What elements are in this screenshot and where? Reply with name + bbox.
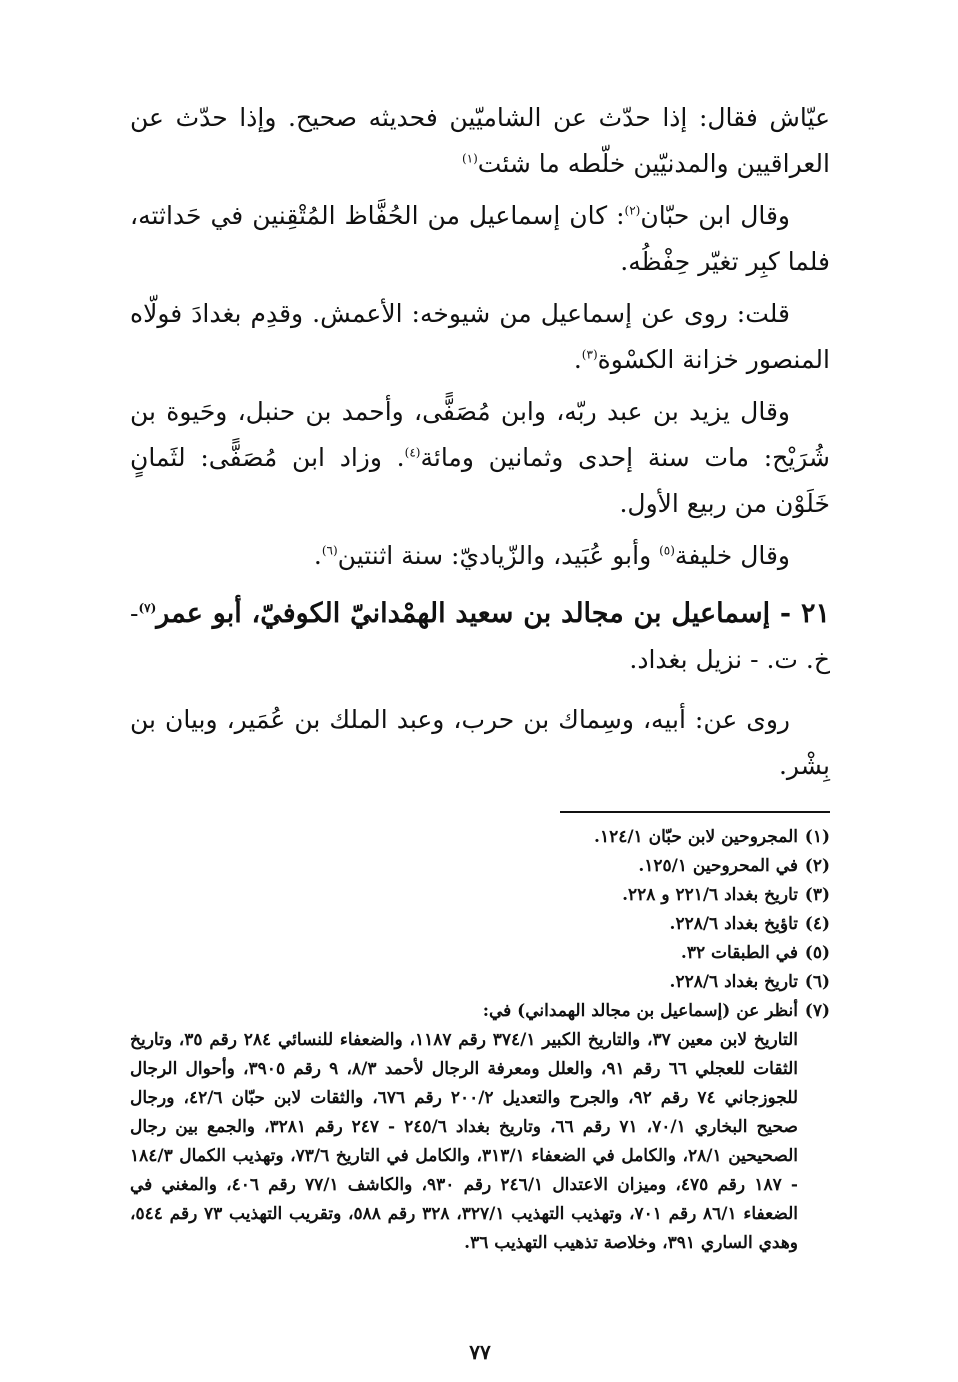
footnote-text: تاؤيخ بغداد ٢٢٨/٦. <box>669 914 798 934</box>
footnote-text: المجروحين لابن حبّان ١٢٤/١. <box>594 827 798 847</box>
narration-paragraph <box>130 697 830 789</box>
paragraph-text: روى عن: أبيه، وسِماك بن حرب، وعبد الملك بن عُمَير، وبيان بن بِشْر. <box>130 705 830 780</box>
footnote-item <box>130 997 830 1026</box>
book-page <box>130 95 830 1364</box>
paragraph-5 <box>130 533 830 579</box>
footnote-ref: (٢) <box>624 203 641 218</box>
main-text <box>130 95 830 789</box>
footnote-sources: التاريخ لابن معين ٣٧، والتاريخ الكبير ٣٧٤/١ رقم ١١٨٧، والضعفاء للنسائي ٢٨٤ رقم ٣٥، وتاريخ الثقات للعجلي ٦٦ رقم ٩١، والعلل ومعرفة الرجال لأحمد ٨/٣، ٩ رقم ٣٩٠٥، وأحوال الرجال للجوزجاني ٧٤ رقم ٩٢، والجرح والتعديل ٢٠٠/٢ رقم ٦٧٦، والثقات لابن حبّان ٤٢/٦، ورجال صحيح البخاري ٧٠/١، ٧١ رقم ٦٦، وتاريخ بغداد ٢٤٥/٦ - ٢٤٧ رقم ٣٢٨١، والجمع بين رجال الصحيحين ٢٨/١، والكامل في الضعفاء ٣١٣/١، والكامل في التاريخ ٧٣/٦، وتهذيب الكمال ١٨٤/٣ - ١٨٧ رقم ٤٧٥، وميزان الاعتدال ٢٤٦/١ رقم ٩٣٠، والكاشف ٧٧/١ رقم ٤٠٦، والمغني في الضعفاء ٨٦/١ رقم ٧٠١، وتهذيب التهذيب ٣٢٧/١، ٣٢٨ رقم ٥٨٨، وتقريب التهذيب ٧٣ رقم ٥٤٤، وهدي الساري ٣٩١، وخلاصة تذهيب التهذيب ٣٦. <box>130 1030 799 1253</box>
paragraph-text: وقال يزيد بن عبد ربّه، وابن مُصَفًّى، وأحمد بن حنبل، وحَيوة بن شُرَيْح: مات سنة إحدى وثمانين ومائة <box>130 397 830 472</box>
paragraph-text: وقال ابن حبّان <box>640 201 791 230</box>
footnotes-section <box>130 823 830 1258</box>
footnote-number: (٣) <box>804 885 830 905</box>
footnote-text: تاريخ بغداد ٢٢١/٦ و ٢٢٨. <box>622 885 798 905</box>
footnote-item <box>130 881 830 910</box>
footnote-number: (٦) <box>804 972 830 992</box>
footnote-ref: (٥) <box>659 543 675 558</box>
footnote-ref: (٦) <box>321 543 338 558</box>
footnote-item <box>130 968 830 997</box>
footnote-number: (٥) <box>804 943 830 963</box>
paragraph-1 <box>130 95 830 187</box>
paragraph-text: وأبو عُبَيد، والزّياديّ: سنة اثنتين <box>337 541 660 570</box>
footnote-number: (٤) <box>804 914 830 934</box>
footnote-text: في الطبقات ٣٢. <box>680 943 798 963</box>
paragraph-text: قلت: روى عن إسماعيل من شيوخه: الأعمش. وقدِم بغدادَ فولّاه المنصور خزانة الكسْوة <box>130 299 830 374</box>
paragraph-3 <box>130 291 830 383</box>
footnote-ref: (٧) <box>138 601 157 615</box>
paragraph-text: . <box>313 541 322 570</box>
footnote-item <box>130 823 830 852</box>
footnote-text: في المحروحين ١٢٥/١. <box>638 856 798 876</box>
entry-symbols: - خ. ت. - نزيل بغداد. <box>130 599 830 674</box>
footnote-text: تاريخ بغداد ٢٢٨/٦. <box>669 972 798 992</box>
footnote-text: أنظر عن (إسماعيل بن مجالد الهمداني) في: <box>482 1001 798 1021</box>
entry-title: ٢١ - إسماعيل بن مجالد بن سعيد الهمْدانيّ الكوفيّ، أبو عمر <box>156 598 830 629</box>
footnote-divider <box>560 811 830 813</box>
paragraph-2 <box>130 193 830 285</box>
paragraph-text: . <box>573 345 582 374</box>
page-number: ٧٧ <box>469 1340 491 1364</box>
footnote-ref: (١) <box>461 151 478 166</box>
footnote-number: (٧) <box>804 1001 830 1021</box>
footnote-ref: (٤) <box>404 445 421 460</box>
footnote-number: (٢) <box>804 856 830 876</box>
paragraph-4 <box>130 389 830 527</box>
footnote-item <box>130 910 830 939</box>
footnote-item <box>130 852 830 881</box>
paragraph-text: عيّاش فقال: إذا حدّث عن الشاميّين فحديثه صحيح. وإذا حدّث عن العراقيين والمدنيّين خلّطه ما شئت <box>130 103 830 178</box>
biography-entry-heading <box>130 591 830 683</box>
paragraph-text: وقال خليفة <box>674 541 790 570</box>
footnote-ref: (٣) <box>581 347 598 362</box>
paragraph-text: : كان إسماعيل من الحُفَّاظ المُتْقِنين في حَداثته، فلما كبِر تغيّر حِفْظُه. <box>130 201 830 276</box>
footnote-item <box>130 939 830 968</box>
footnote-number: (١) <box>804 827 830 847</box>
paragraph-text: . وزاد ابن مُصَفًّى: لثَمانٍ خَلَوْن من ربيع الأول. <box>130 443 830 518</box>
